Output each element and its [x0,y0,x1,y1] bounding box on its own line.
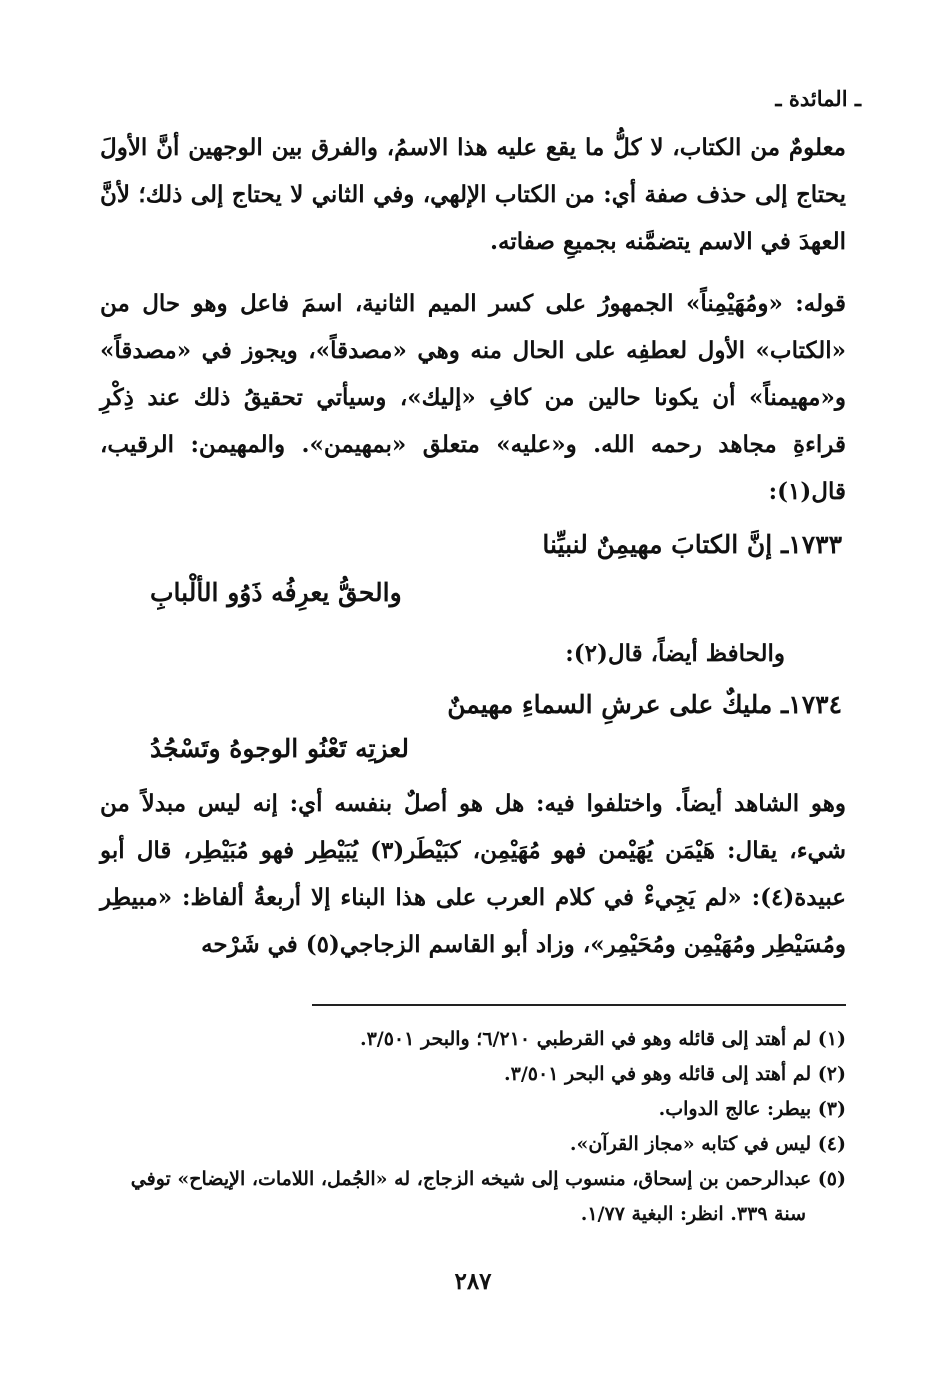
running-header: ـ المائدة ـ [775,86,861,111]
verse-1734-first-hemistich: ١٧٣٤ـ مليكٌ على عرشِ السماءِ مهيمنٌ [447,690,842,719]
verse-1734-intro: والحافظ أيضاً، قال(٢): [565,640,785,667]
paragraph-1: معلومٌ من الكتاب، لا كلُّ ما يقع عليه هذا الاسمُ، والفرق بين الوجهين أنَّ الأولَ يحتاج إلى حذف صفة أي: من الكتاب الإلهي، وفي الثاني لا يحتاج إلى ذلك؛ لأنَّ العهدَ في الاسم يتضمَّنه بجميعِ صفاته. [100,134,846,255]
footnote-5: (٥) عبدالرحمن بن إسحاق، منسوب إلى شيخه الزجاج، له «الجُمل، اللامات، الإيضاح» توفي سنة ٣٣٩. انظر: البغية ١/٧٧. [130,1168,846,1225]
footnote-1: (١) لم أهتد إلى قائله وهو في القرطبي ٦/٢١٠؛ والبحر ٣/٥٠١. [359,1028,846,1050]
paragraph-2: قوله: «ومُهَيْمِناً» الجمهورُ على كسر الميم الثانية، اسمَ فاعل وهو حال من «الكتاب» الأول لعطفِه على الحال منه وهي «مصدقاً»، ويجوز في «مصدقاً» و«مهيمناً» أن يكونا حالين من كافِ «إليك»، وسيأتي تحقيقُ ذلك عند ذِكْرِ قراءةِ مجاهد رحمه الله. و«عليه» متعلق «بمهيمن». والمهيمن: الرقيب، قال(١): [100,290,846,505]
footnote-3: (٣) بيطر: عالج الدواب. [658,1098,846,1120]
verse-1733-first-hemistich: ١٧٣٣ـ إنَّ الكتابَ مهيمِنٌ لنبيِّنا [542,530,842,559]
verse-1734-second-hemistich: لعزتِه تَعْنُو الوجوهُ وتَسْجُدُ [150,734,409,763]
footnote-4: (٤) ليس في كتابه «مجاز القرآن». [569,1133,846,1155]
footnote-divider [312,1004,846,1006]
page-number: ٢٨٧ [454,1268,492,1295]
paragraph-3: وهو الشاهد أيضاً. واختلفوا فيه: هل هو أصلٌ بنفسه أي: إنه ليس مبدلاً من شيء، يقال: هَيْمَن يُهَيْمن فهو مُهَيْمِن، كبَيْطَر(٣) يُبَيْطِر فهو مُبَيْطِر، قال أبو عبيدة(٤): «لم يَجِيءْ في كلام العرب على هذا البناء إلا أربعةُ ألفاظ: «مبيطِر ومُسَيْطِر ومُهَيْمِن ومُحَيْمِر»، وزاد أبو القاسم الزجاجي(٥) في شَرْحه [100,790,846,958]
footnotes-list [100,1022,846,1232]
verse-1733-second-hemistich: والحقُّ يعرِفُه ذَوُو الألْبابِ [150,578,402,607]
footnote-2: (٢) لم أهتد إلى قائله وهو في البحر ٣/٥٠١. [504,1063,846,1085]
